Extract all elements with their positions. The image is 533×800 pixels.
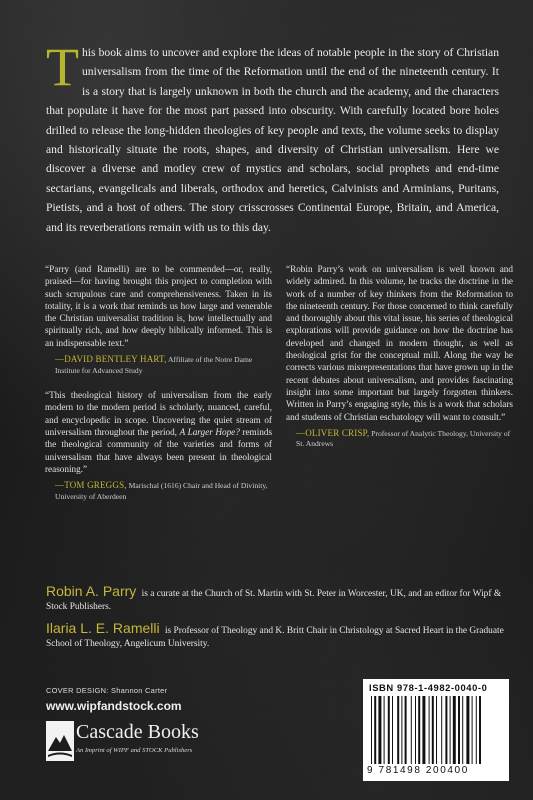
- isbn-barcode: [363, 679, 509, 781]
- barcode-digits: 9 781498 200400: [367, 765, 469, 776]
- endorsement-crisp: [286, 263, 513, 450]
- publisher-tagline: An Imprint of WIPF and STOCK Publishers: [76, 747, 193, 754]
- description-text: his book aims to uncover and explore the ideas of notable people in the story of Christian universalism from the time of the Reformation until the end of the nineteenth century. It is a story that is largely unknown in both the church and the academy, and the characters that populate it have for the most part passed into obscurity. With carefully located bore holes drilled to release the long-hidden theologies of key people and texts, the volume seeks to display and historically situate the roots, shapes, and diversity of Christian universalism. Here we discover a diverse and motley crew of mystics and scholars, social prophets and end-time sectarians, evangelicals and liberals, orthodox and heretics, Calvinists and Arminians, Puritans, Pietists, and a host of others. The story crisscrosses Continental Europe, Britain, and America, and its reverberations remain with us to this day.: [46, 46, 499, 234]
- quote-part: reminds the theological community of the varieties and forms of universalism that have always been present in theological reasoning.”: [45, 426, 273, 474]
- isbn-label: ISBN 978-1-4982-0040-0: [369, 682, 488, 693]
- cover-design-credit: COVER DESIGN: Shannon Carter: [46, 686, 168, 695]
- endorser-name: —DAVID BENTLEY HART,: [55, 354, 167, 365]
- quote-part: “This theological history of universalism from the early modern to the modern period is scholarly, nuanced, careful, and encyclopedic in scope. Uncovering the quiet stream of universalism throughout the period,: [45, 390, 272, 437]
- author-name: Robin A. Parry: [46, 583, 137, 599]
- endorser-affiliation: Affiliate of the Notre Dame Institute for Advanced Study: [55, 355, 253, 375]
- barcode-bars: [369, 696, 503, 764]
- endorsement-attribution: [55, 354, 272, 376]
- endorsement-attribution: [296, 428, 513, 450]
- author-bio: is Professor of Theology and K. Britt Chair in Christology at Sacred Heart in the Graduate School of Theology, Angelicum University.: [46, 626, 504, 649]
- endorser-name: —TOM GREGGS,: [55, 480, 127, 491]
- endorsement-quote: [45, 389, 272, 475]
- endorsement-attribution: [55, 480, 272, 502]
- author-bio: is a curate at the Church of St. Martin with St. Peter in Worcester, UK, and an editor for Wipf & Stock Publishers.: [46, 589, 502, 612]
- drop-cap: T: [46, 37, 79, 97]
- author-bio-parry: [46, 585, 506, 614]
- book-description: [46, 37, 499, 237]
- publisher-website: www.wipfandstock.com: [46, 699, 182, 713]
- publisher-name: Cascade Books: [76, 721, 199, 743]
- endorsement-quote: “Parry (and Ramelli) are to be commended—or, really, praised—for having brought this project to completion with such scrupulous care and comprehensiveness. Taken in its totality, it is a work that reminds us how large and venerable the Christian universalist tradition is, how intellectually and spiritually rich, and how deeply biblically informed. This is an indispensable text.”: [45, 264, 272, 348]
- endorsements-right-column: [286, 263, 513, 463]
- author-name: Ilaria L. E. Ramelli: [46, 620, 160, 636]
- endorser-name: —OLIVER CRISP,: [296, 427, 370, 438]
- endorser-affiliation: Marischal (1616) Chair and Head of Divinity, University of Aberdeen: [55, 481, 268, 501]
- endorsement-quote: “Robin Parry’s work on universalism is well known and widely admired. In this volume, he tracks the doctrine in the work of a number of key thinkers from the Reformation to the nineteenth century. For those concerned to think carefully and thoroughly about this vital issue, his series of theological explorations will provide guidance on how the doctrine has developed and changed in modern thought, as well as theological grist for the conceptual mill. Along the way he corrects various misrepresentations that have grown up in the recent debates about universalism, and provides fascinating insight into some important but largely forgotten thinkers. Written in Parry’s engaging style, this is a work that scholars and students of Christian eschatology will want to consult.”: [286, 264, 513, 422]
- author-bio-ramelli: [46, 622, 506, 651]
- cascade-mountain-icon: [46, 721, 74, 761]
- endorser-affiliation: Professor of Analytic Theology, University of St. Andrews: [296, 428, 511, 449]
- book-title-italic: A Larger Hope?: [179, 426, 240, 437]
- publisher-logo: [46, 719, 236, 767]
- endorsement-greggs: [45, 389, 272, 502]
- endorsements-left-column: [45, 263, 272, 515]
- endorsement-hart: [45, 263, 272, 376]
